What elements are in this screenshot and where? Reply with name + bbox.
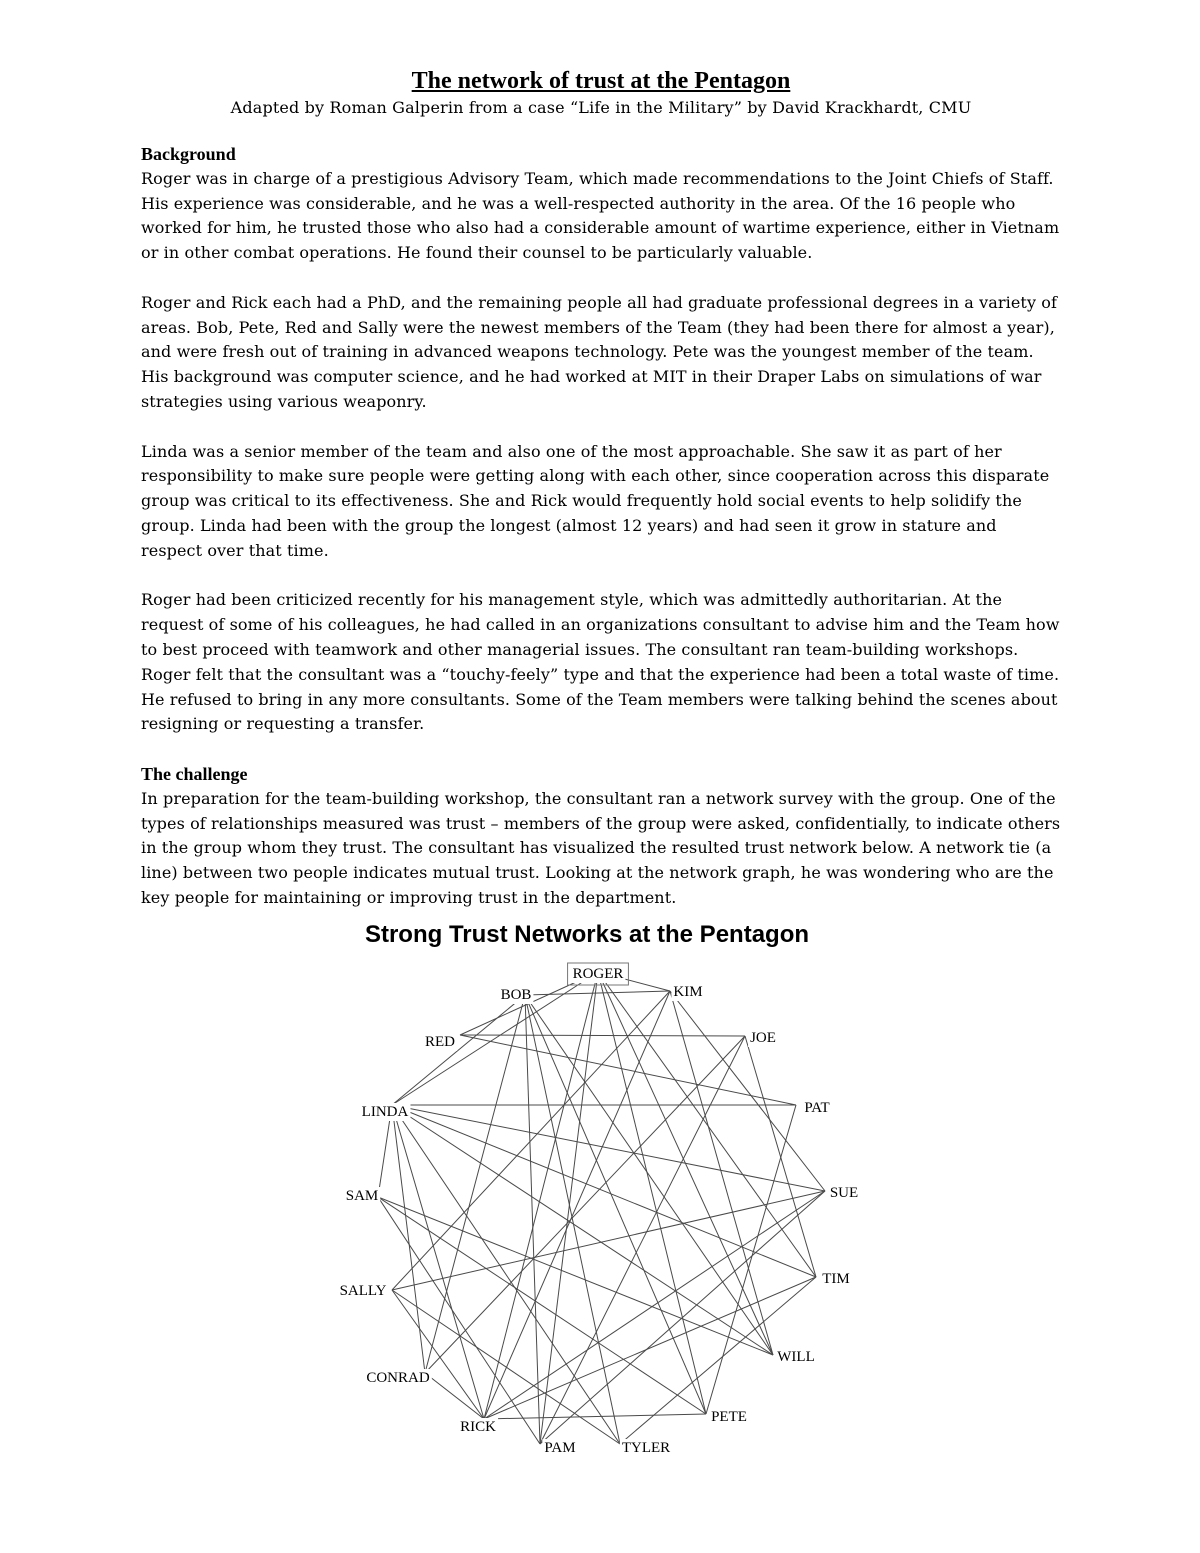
node-label-pam: PAM — [544, 1440, 576, 1456]
node-linda — [360, 1103, 411, 1121]
node-sue — [828, 1184, 860, 1202]
section-heading-challenge: The challenge — [141, 763, 248, 784]
tie-roger-linda — [392, 972, 598, 1105]
node-label-conrad: CONRAD — [366, 1370, 430, 1386]
tie-kim-bob — [525, 991, 670, 995]
document-title: The network of trust at the Pentagon — [411, 68, 791, 94]
tie-will-bob — [525, 995, 773, 1355]
tie-pam-bob — [525, 995, 540, 1444]
node-label-tim: TIM — [822, 1271, 850, 1287]
node-label-pat: PAT — [804, 1100, 830, 1116]
node-tim — [820, 1270, 852, 1288]
network-title: Strong Trust Networks at the Pentagon — [364, 921, 810, 948]
node-sam — [344, 1187, 381, 1205]
node-pete — [709, 1408, 749, 1426]
tie-conrad-linda — [392, 1105, 425, 1373]
tie-tyler-bob — [525, 995, 620, 1444]
tie-sue-pam — [540, 1191, 825, 1444]
node-bob — [499, 986, 534, 1004]
challenge-paragraph-1: In preparation for the team-building workshop, the consultant ran a network survey with the group. One of the types of relationships measured was trust – members of the group were asked, confidentially, to indicate others in the group whom they trust. The consultant has visualized the resulted trust network below. A network tie (a line) between two people indicates mutual trust. Looking at the network graph, he was wondering who are the key people for maintaining or improving trust in the department. — [141, 788, 1061, 907]
background-paragraph-1: Roger was in charge of a prestigious Advisory Team, which made recommendations to the Joint Chiefs of Staff. His experience was considerable, and he was a well-respected authority in the area. Of the 16 people who worked for him, he trusted those who also had a considerable amount of wartime experience, either in Vietnam or in other combat operations. He found their counsel to be particularly valuable. — [141, 168, 1060, 263]
node-roger — [568, 963, 629, 985]
tie-sue-sally — [392, 1191, 825, 1290]
tie-tim-linda — [392, 1105, 816, 1277]
node-red — [423, 1033, 457, 1051]
document-subtitle: Adapted by Roman Galperin from a case “Life in the Military” by David Krackhardt, CMU — [230, 98, 972, 117]
node-will — [775, 1348, 816, 1366]
network-nodes — [338, 963, 861, 1457]
node-label-sue: SUE — [829, 1185, 859, 1201]
node-label-roger: ROGER — [572, 966, 624, 982]
node-sally — [338, 1282, 389, 1300]
background-paragraph-3: Linda was a senior member of the team and also one of the most approachable. She saw it as part of her responsibility to make sure people were getting along with each other, since cooperation across this disparate group was critical to its effectiveness. She and Rick would frequently hold social events to help solidify the group. Linda had been with the group the longest (almost 12 years) and had seen it grow in stature and respect over that time. — [141, 441, 1050, 560]
document-page — [141, 66, 1061, 911]
tie-tyler-linda — [392, 1105, 620, 1444]
tie-joe-red — [460, 1035, 745, 1036]
node-rick — [458, 1418, 498, 1436]
node-pam — [542, 1439, 577, 1457]
node-label-rick: RICK — [460, 1419, 496, 1435]
tie-roger-pete — [598, 972, 706, 1414]
tie-roger-tim — [598, 972, 816, 1277]
node-joe — [748, 1029, 778, 1047]
node-label-will: WILL — [777, 1349, 815, 1365]
node-label-sam: SAM — [345, 1188, 379, 1204]
background-paragraph-2: Roger and Rick each had a PhD, and the remaining people all had graduate professional degrees in a variety of areas. Bob, Pete, Red and Sally were the newest members of the Team (they had been there for almost a year), and were fresh out of training in advanced weapons technology. Pete was the youngest member of the team. His background was computer science, and he had worked at MIT in their Draper Labs on simulations of war strategies using various weaponry. — [141, 292, 1058, 411]
tie-rick-conrad — [425, 1373, 484, 1419]
tie-pam-sam — [378, 1197, 540, 1444]
tie-pete-rick — [484, 1414, 706, 1419]
tie-rick-sally — [392, 1290, 484, 1419]
background-paragraph-4: Roger had been criticized recently for his management style, which was admittedly authoritarian. At the request of some of his colleagues, he had called in an organizations consultant to advise him and the Team how to best proceed with teamwork and other managerial issues. The consultant ran team-building workshops. Roger felt that the consultant was a “touchy-feely” type and that the experience had been a total waste of time. He refused to bring in any more consultants. Some of the Team members were talking behind the scenes about resigning or requesting a transfer. — [141, 590, 1060, 734]
trust-network-graph — [320, 915, 880, 1475]
node-label-tyler: TYLER — [621, 1440, 671, 1456]
node-label-joe: JOE — [750, 1030, 776, 1046]
tie-will-sam — [378, 1197, 773, 1355]
node-conrad — [364, 1369, 432, 1387]
tie-pete-bob — [525, 995, 706, 1414]
node-label-red: RED — [425, 1034, 455, 1050]
node-label-kim: KIM — [673, 984, 703, 1000]
node-pat — [802, 1099, 831, 1117]
tie-tim-rick — [484, 1277, 816, 1419]
node-kim — [671, 983, 704, 1001]
node-label-linda: LINDA — [361, 1104, 409, 1120]
section-heading-background: Background — [141, 144, 236, 164]
tie-joe-conrad — [425, 1036, 745, 1373]
tie-pat-pete — [706, 1105, 796, 1414]
node-label-pete: PETE — [711, 1409, 747, 1425]
node-label-sally: SALLY — [339, 1283, 387, 1299]
node-label-bob: BOB — [500, 987, 532, 1003]
trust-network-figure — [320, 915, 880, 1475]
node-tyler — [620, 1439, 672, 1457]
tie-linda-bob — [392, 995, 525, 1105]
